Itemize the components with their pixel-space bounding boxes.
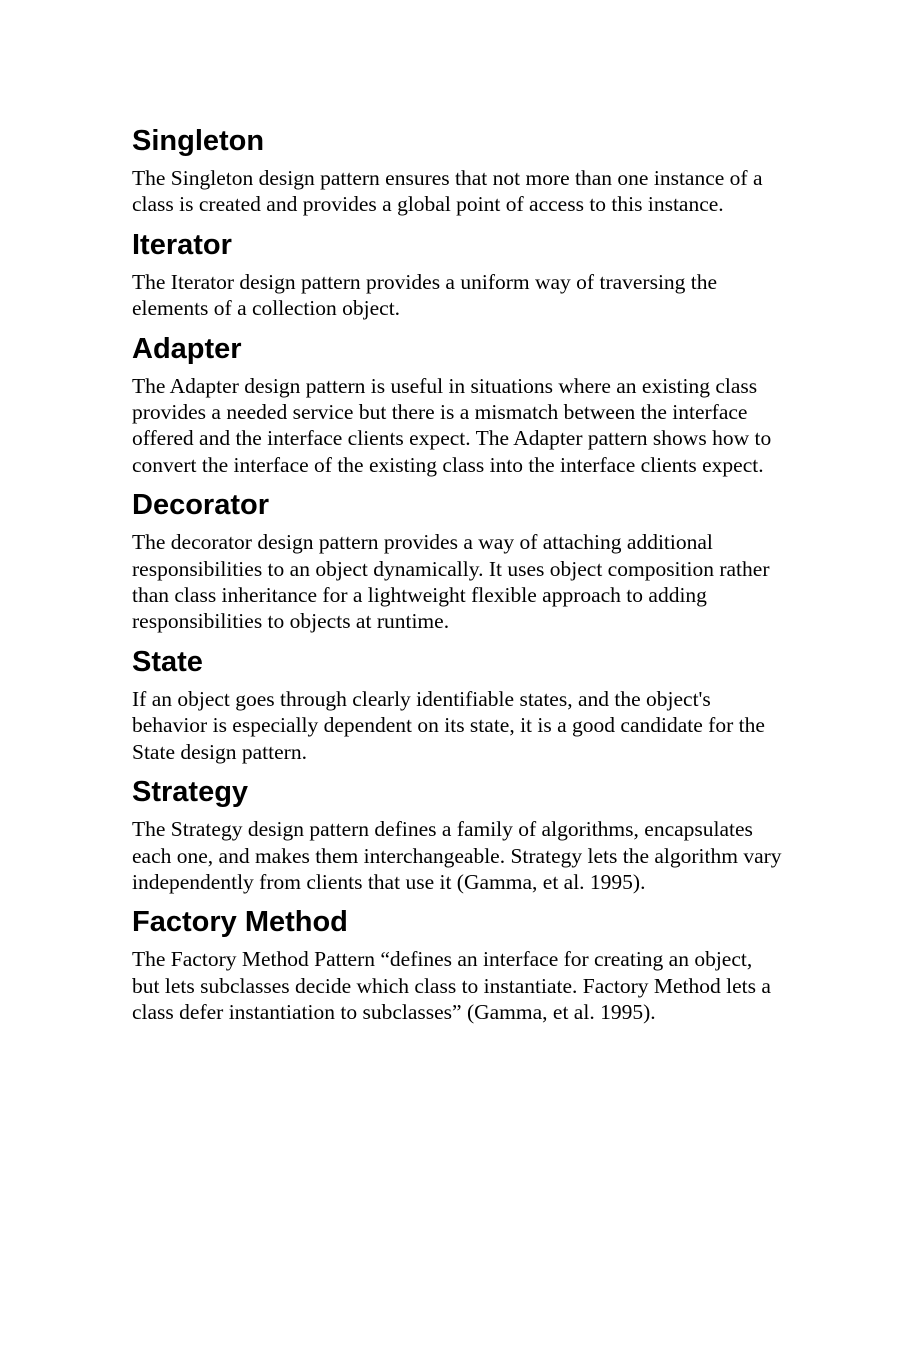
section-factory-method	[132, 903, 832, 1025]
section-heading: Strategy	[132, 776, 249, 809]
section-body: The Factory Method Pattern “defines an interface for creating an object, but lets subclasses decide which class to instantiate. Factory Method lets a class defer instantiation to subclasses” (Gamma, et al. 1995).	[132, 947, 771, 1025]
section-body: The Adapter design pattern is useful in situations where an existing class provides a needed service but there is a mismatch between the interface offered and the interface clients expect. The Adapter pattern shows how to convert the interface of the existing class into the interface clients expect.	[132, 373, 772, 477]
section-body: If an object goes through clearly identifiable states, and the object's behavior is especially dependent on its state, it is a good candidate for the State design pattern.	[132, 686, 765, 764]
section-state	[132, 643, 832, 765]
section-heading: Factory Method	[132, 906, 348, 939]
document-page	[132, 122, 832, 1034]
section-heading: Decorator	[132, 489, 269, 522]
section-heading: Adapter	[132, 332, 242, 365]
section-body: The Singleton design pattern ensures that not more than one instance of a class is created and provides a global point of access to this instance.	[132, 166, 763, 217]
section-singleton	[132, 122, 832, 218]
section-adapter	[132, 330, 832, 479]
section-heading: State	[132, 645, 203, 678]
section-body: The Strategy design pattern defines a family of algorithms, encapsulates each one, and makes them interchangeable. Strategy lets the algorithm vary independently from clients that use it (Gamma, et al. 1995).	[132, 817, 782, 894]
section-heading: Iterator	[132, 228, 232, 261]
section-decorator	[132, 486, 832, 635]
section-strategy	[132, 773, 832, 895]
section-iterator	[132, 226, 832, 322]
section-heading: Singleton	[132, 125, 265, 157]
section-body: The decorator design pattern provides a way of attaching additional responsibilities to an object dynamically. It uses object composition rather than class inheritance for a lightweight flexible approach to adding responsibilities to objects at runtime.	[132, 530, 770, 634]
section-body: The Iterator design pattern provides a uniform way of traversing the elements of a collection object.	[132, 269, 718, 321]
